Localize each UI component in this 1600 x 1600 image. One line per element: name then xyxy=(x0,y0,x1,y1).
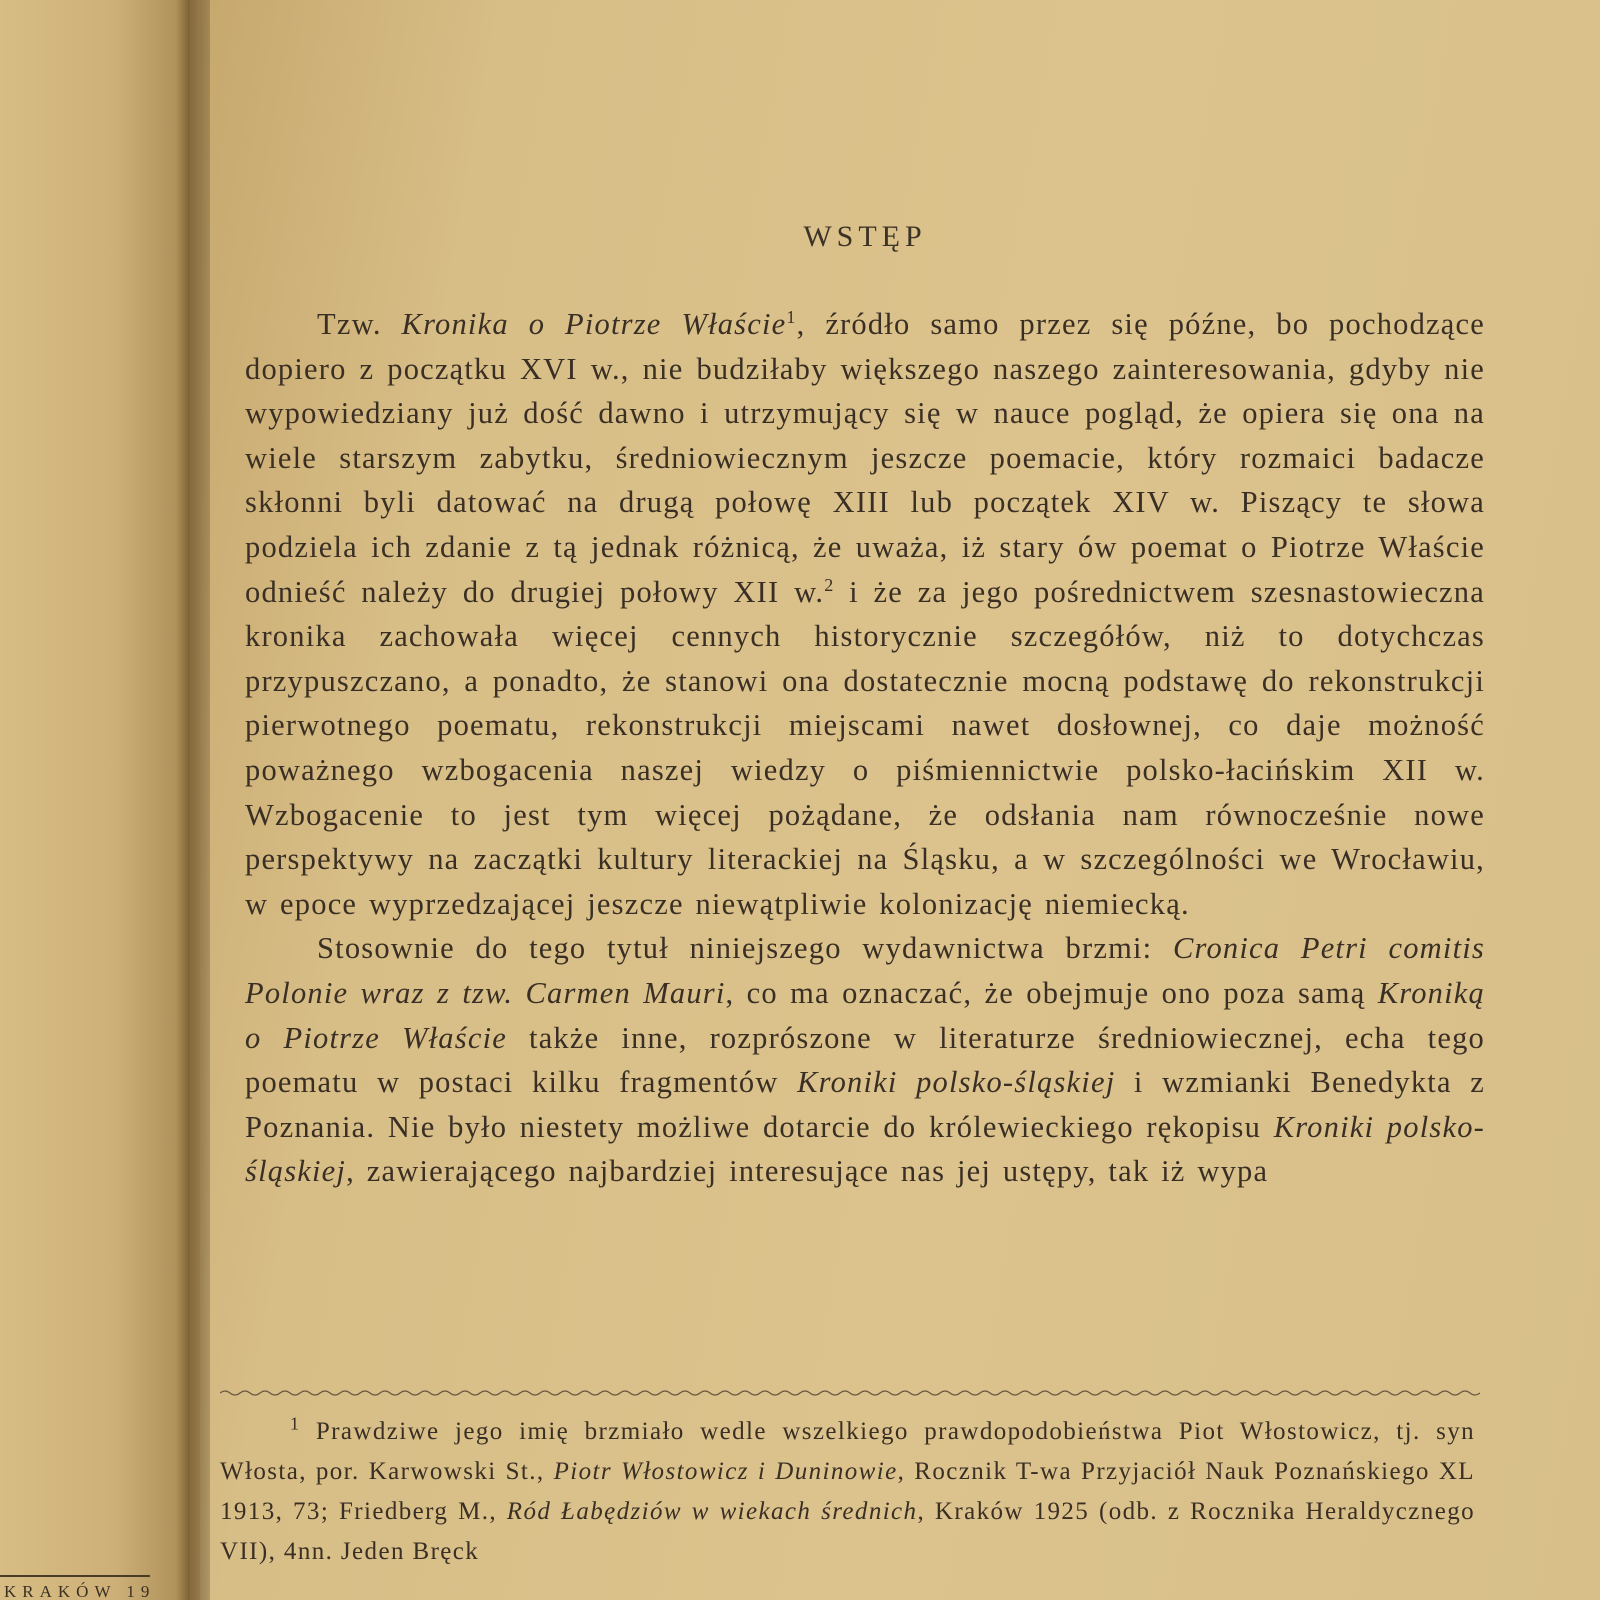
footnote-ref[interactable]: 2 xyxy=(824,574,835,595)
left-page xyxy=(0,0,190,1600)
page-gutter-shadow xyxy=(176,0,210,1600)
footnote-mark: 1 xyxy=(290,1413,301,1434)
text-run: , Kraków 1925 (odb. z Rocznika Heraldycznego VII), 4nn. Jeden Bręck xyxy=(220,1498,1475,1565)
page-title: WSTĘP xyxy=(803,220,927,253)
title-run: Piotr Włostowicz i Duninowie xyxy=(553,1458,898,1485)
text-run: Tzw. xyxy=(317,307,402,341)
text-run: Prawdziwe jego imię brzmiało wedle wszelkiego prawdopodobieństwa Piot Włostowicz, tj. syn Włosta, por. Karwowski St., xyxy=(220,1418,1475,1485)
text-run: , zawierającego najbardziej interesujące nas jej ustępy, tak iż wypa xyxy=(346,1154,1269,1189)
title-run: Cronica Petri comitis Polonie wraz z tzw. Carmen Mauri xyxy=(245,931,1485,1010)
footnote-divider xyxy=(220,1388,1480,1398)
text-run: Stosownie do tego tytuł niniejszego wydawnictwa brzmi: xyxy=(317,931,1173,966)
title-run: Kroniki polsko-śląskiej xyxy=(797,1065,1116,1100)
book-page xyxy=(200,0,1600,1600)
text-run: , Rocznik T-wa Przyjaciół Nauk Poznańskiego XL 1913, 73; Friedberg M., xyxy=(220,1458,1475,1525)
title-run: Ród Łabędziów w wiekach średnich xyxy=(506,1498,918,1525)
text-run: , źródło samo przez się późne, bo pochodzące dopiero z początku XVI w., nie budziłaby większego naszego zainteresowania, gdyby nie wypowiedziany już dość dawno i utrzymujący się w nauce pogląd, że opiera się ona na wiele starszym zabytku, średniowiecznym jeszcze poemacie, który rozmaici badacze skłonni byli datować na drugą połowę XIII lub początek XIV w. Piszący te słowa podziela ich zdanie z tą jednak różnicą, że uważa, iż stary ów poemat o Piotrze Właście odnieść należy do drugiej połowy XII w. xyxy=(245,307,1485,609)
left-page-fragment: KRAKÓW 19 xyxy=(4,1582,156,1600)
paragraph-intro xyxy=(245,302,1485,926)
title-run: Kroniką o Piotrze Właście xyxy=(245,975,1485,1055)
text-run: także inne, rozprószone w literaturze średniowiecznej, echa tego poematu w postaci kilku fragmentów xyxy=(245,1020,1485,1100)
main-text xyxy=(245,302,1485,1194)
text-run: i wzmianki Benedykta z Poznania. Nie było niestety możliwe dotarcie do królewieckiego rękopisu xyxy=(245,1065,1485,1144)
footnote-ref[interactable]: 1 xyxy=(786,306,797,327)
title-run: Kroniki polsko-śląskiej xyxy=(245,1109,1485,1189)
footnote xyxy=(220,1412,1475,1572)
left-page-rule xyxy=(0,1575,150,1577)
title-run: Kronika o Piotrze Właście xyxy=(401,307,787,341)
text-run: i że za jego pośrednictwem szesnastowieczna kronika zachowała więcej cennych historycznie szczegółów, niż to dotychczas przypuszczano, a ponadto, że stanowi ona dostatecznie mocną podstawę do rekonstrukcji pierwotnego poematu, rekonstrukcji miejscami nawet dosłownej, co daje możność poważnego wzbogacenia naszej wiedzy o piśmiennictwie polsko-łacińskim XII w. Wzbogacenie to jest tym więcej pożądane, że odsłania nam równocześnie nowe perspektywy na zaczątki kultury literackiej na Śląsku, a w szczególności we Wrocławiu, w epoce wyprzedzającej jeszcze niewątpliwie kolonizację niemiecką. xyxy=(245,574,1485,921)
text-run: , co ma oznaczać, że obejmuje ono poza samą xyxy=(725,975,1378,1010)
paragraph-second xyxy=(245,926,1485,1194)
